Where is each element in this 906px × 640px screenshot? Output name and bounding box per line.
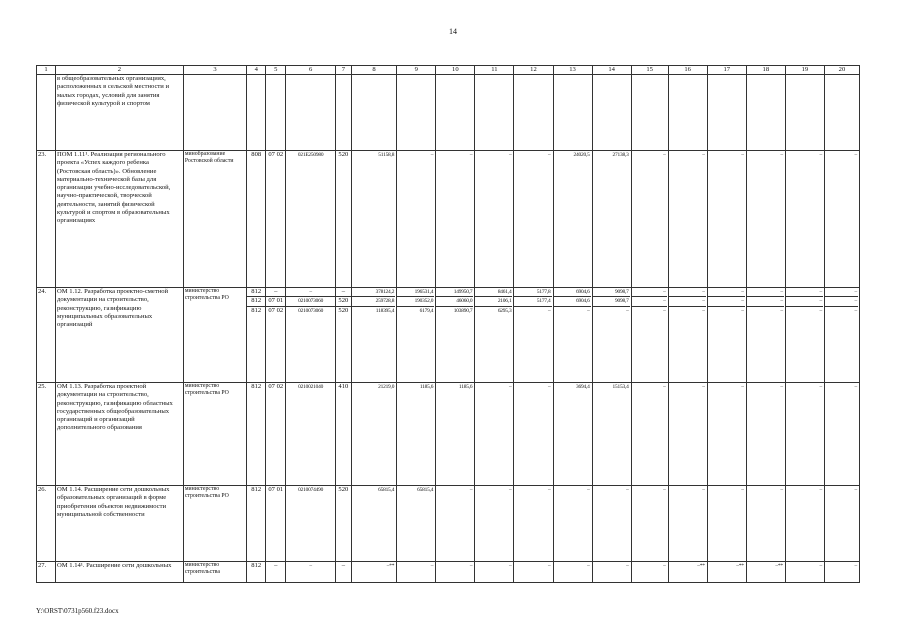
cell-value: 196531,4 [414,289,434,295]
cell-value: – [469,487,473,493]
cell-c16 [668,486,707,562]
cell-value: – [825,306,858,315]
cell-value: – [708,296,745,305]
cell-value [337,75,350,83]
cell-c5 [266,151,286,288]
cell-c4 [247,562,266,583]
cell-c15 [631,151,668,288]
cell-c20 [824,288,859,383]
cell-value: 812 [251,562,262,569]
cell-value: – [469,152,473,158]
cell-c20 [824,383,859,486]
cell-c12 [514,288,553,383]
cell-value: – [663,384,666,390]
cell-c6 [286,151,336,288]
cell-c13 [553,383,592,486]
row-description: ОМ 1.14¹. Расширение сети дошкольных [56,562,184,583]
cell-value: –** [736,563,744,569]
cell-value: – [702,152,705,158]
cell-value: 0210074490 [298,487,324,493]
cell-c18 [746,383,785,486]
cell-value: – [741,289,744,295]
cell-c7 [335,151,351,288]
column-header: 18 [746,66,785,75]
cell-value: 9098,7 [593,296,630,305]
cell-value: 520 [338,486,349,493]
header-row [37,66,860,75]
cell-value: – [309,563,312,569]
cell-value: – [741,487,744,493]
cell-value: – [854,384,857,390]
cell-value: – [554,306,591,315]
cell-c11 [475,562,514,583]
cell-c4 [247,151,266,288]
cell-value: – [741,384,744,390]
cell-value: 6179,4 [397,306,434,315]
cell-c13 [553,562,592,583]
cell-c14 [592,151,631,288]
column-header: 19 [785,66,824,75]
cell-c6 [286,288,336,383]
cell-value [633,75,666,83]
cell-value: 07 02 [268,383,284,390]
cell-value: – [548,152,551,158]
cell-value: 07 01 [268,486,284,493]
cell-c8 [351,288,396,383]
cell-c19 [785,383,824,486]
cell-value [748,75,783,83]
cell-value: 24020,5 [573,152,590,158]
cell-value [515,75,550,83]
column-header: 2 [56,66,184,75]
cell-c14 [592,486,631,562]
cell-c10 [436,383,475,486]
cell-c18 [746,288,785,383]
cell-value: 07 02 [268,151,284,158]
row-executor: министерство строительства РО [183,288,246,383]
cell-c6 [286,383,336,486]
cell-c11 [475,383,514,486]
cell-value: 15153,4 [612,384,629,390]
column-header: 12 [514,66,553,75]
cell-value: – [780,152,783,158]
cell-value: –** [386,563,395,569]
cell-c13 [553,75,592,151]
cell-value: 1185,6 [458,384,473,390]
cell-c16 [668,75,707,151]
cell-value [248,75,264,83]
cell-c9 [397,562,436,583]
cell-value [826,75,857,83]
cell-c15 [631,75,668,151]
cell-value: 410 [338,383,349,390]
cell-c15 [631,383,668,486]
cell-c12 [514,562,553,583]
column-header: 17 [707,66,746,75]
cell-value: – [786,306,823,315]
cell-value: 07 01 [266,296,285,305]
row-number: 23. [37,151,56,288]
cell-c13 [553,288,592,383]
cell-c18 [746,151,785,288]
row-description: в общеобразовательных организациях, расположенных в сельской местности и малых городах, условий для занятия физической культурой и спортом [56,75,184,151]
cell-c5 [266,288,286,383]
cell-value: – [702,289,705,295]
cell-value [670,75,705,83]
cell-c8 [351,151,396,288]
cell-value: – [587,563,590,569]
cell-c9 [397,288,436,383]
row-number [37,75,56,151]
cell-c17 [707,486,746,562]
cell-value: – [702,487,705,493]
table-row [37,562,860,583]
cell-value: – [274,562,278,569]
cell-c7 [335,288,351,383]
cell-value: – [663,152,666,158]
cell-value: – [508,384,512,390]
cell-value [287,75,334,83]
cell-c4 [247,383,266,486]
row-description: ОМ 1.12. Разработка проектно-сметной документации на строительство, реконструкцию, газификацию муниципальных образовательных организаций [56,288,184,383]
cell-value: 190352,0 [397,296,434,305]
column-header: 11 [475,66,514,75]
cell-value: 021E250980 [297,152,324,158]
cell-value: 378124,2 [375,289,395,295]
cell-c20 [824,75,859,151]
cell-value: 6904,6 [575,289,590,295]
cell-value: – [747,296,784,305]
cell-value: – [819,152,822,158]
cell-c5 [266,562,286,583]
column-header: 5 [266,66,286,75]
cell-c9 [397,383,436,486]
cell-value: 812 [251,486,262,493]
cell-c17 [707,288,746,383]
budget-table [36,65,860,583]
cell-value [267,75,284,83]
page-number: 14 [449,27,457,36]
cell-value: – [708,306,745,315]
cell-c12 [514,151,553,288]
cell-c5 [266,75,286,151]
cell-c11 [475,486,514,562]
cell-c14 [592,288,631,383]
cell-value: 0210073060 [286,306,335,315]
cell-c20 [824,486,859,562]
cell-value: 6904,6 [554,296,591,305]
cell-value: 808 [251,151,262,158]
cell-value: – [819,289,822,295]
cell-value [787,75,822,83]
cell-c15 [631,486,668,562]
cell-c19 [785,486,824,562]
cell-c16 [668,151,707,288]
column-header: 20 [824,66,859,75]
cell-value: 812 [247,306,265,315]
cell-value: – [548,487,551,493]
cell-value: – [819,384,822,390]
table-row [37,151,860,288]
cell-c4 [247,75,266,151]
cell-c17 [707,383,746,486]
cell-value: – [587,487,590,493]
row-number: 24. [37,288,56,383]
row-executor: министерство строительства РО [183,383,246,486]
cell-c10 [436,151,475,288]
cell-value: – [548,384,551,390]
cell-value [709,75,744,83]
cell-value: 0210073060 [286,296,335,305]
cell-c17 [707,75,746,151]
cell-c13 [553,486,592,562]
cell-c7 [335,486,351,562]
cell-value: – [663,563,666,569]
row-description: ОМ 1.14. Расширение сети дошкольных образовательных организаций в форме приобретения объектов недвижимости муниципальной собственности [56,486,184,562]
cell-value: –** [775,563,783,569]
cell-c10 [436,288,475,383]
column-header: 14 [592,66,631,75]
row-executor: минобразование Ростовской области [183,151,246,288]
cell-value: – [508,563,512,569]
cell-c18 [746,562,785,583]
cell-c14 [592,75,631,151]
cell-value: 520 [336,306,351,315]
cell-c8 [351,383,396,486]
cell-c17 [707,151,746,288]
cell-c4 [247,486,266,562]
cell-c9 [397,486,436,562]
row-executor: министерство строительства [183,562,246,583]
cell-value: 118395,4 [352,306,395,315]
cell-value: 9098,7 [615,289,629,295]
cell-value: – [632,306,667,315]
cell-c11 [475,75,514,151]
cell-value: – [786,296,823,305]
cell-c19 [785,151,824,288]
cell-c20 [824,562,859,583]
cell-value: – [626,563,629,569]
cell-value: – [747,306,784,315]
cell-value: 1185,6 [419,384,434,390]
cell-value: 51158,8 [378,152,395,158]
cell-c8 [351,562,396,583]
cell-value: 812 [251,288,262,295]
column-header: 4 [247,66,266,75]
table-row [37,75,860,151]
cell-value [594,75,629,83]
cell-value: – [854,152,857,158]
cell-c14 [592,383,631,486]
column-header: 13 [553,66,592,75]
cell-value: 27138,3 [612,152,629,158]
cell-value: – [341,288,345,295]
cell-value: – [548,563,551,569]
cell-c19 [785,75,824,151]
cell-c9 [397,75,436,151]
cell-value: 149950,7 [453,289,473,295]
cell-c7 [335,383,351,486]
row-executor [183,75,246,151]
cell-value: 65815,4 [378,487,395,493]
cell-c5 [266,486,286,562]
cell-value: – [508,152,512,158]
cell-value: –** [697,563,705,569]
cell-c14 [592,562,631,583]
cell-value: – [430,152,434,158]
cell-value: – [274,288,278,295]
column-header: 8 [351,66,396,75]
cell-c16 [668,288,707,383]
row-description: ПОМ 1.11¹. Реализация регионального проекта «Успех каждого ребенка (Ростовская область)». Обновление материально-технической базы для организации учебно-исследовательской, научно-практической, творческой деятельности, занятий физической культурой и спортом в образовательных организациях [56,151,184,288]
cell-c6 [286,562,336,583]
cell-c10 [436,486,475,562]
cell-value [437,75,472,83]
column-header: 6 [286,66,336,75]
cell-value: – [825,296,858,305]
cell-value [398,75,433,83]
table-row [37,383,860,486]
cell-c11 [475,151,514,288]
cell-value: – [854,487,857,493]
cell-value: – [663,487,666,493]
cell-value: 812 [251,383,262,390]
cell-value: 46060,0 [436,296,473,305]
cell-value: – [309,289,312,295]
row-number: 25. [37,383,56,486]
cell-c12 [514,486,553,562]
column-header: 10 [436,66,475,75]
cell-value [353,75,394,83]
cell-value [476,75,511,83]
column-header: 15 [631,66,668,75]
cell-value: – [469,563,473,569]
cell-c19 [785,562,824,583]
cell-value: – [702,384,705,390]
cell-c12 [514,75,553,151]
file-path: Y:\ORST\0731p560.f23.docx [36,607,119,615]
cell-value: 259728,8 [352,296,395,305]
row-executor: министерство строительства РО [183,486,246,562]
cell-value: 3694,4 [575,384,590,390]
column-header: 9 [397,66,436,75]
cell-c10 [436,75,475,151]
table-row [37,486,860,562]
row-number: 26. [37,486,56,562]
cell-value: 103890,7 [436,306,473,315]
cell-value: 0210021040 [298,384,324,390]
cell-c15 [631,288,668,383]
row-description: ОМ 1.13. Разработка проектной документации на строительство, реконструкцию, газификацию областных государственных общеобразовательных организаций и организаций дополнительного образования [56,383,184,486]
cell-value: 65815,4 [417,487,434,493]
cell-value: – [669,296,706,305]
cell-c20 [824,151,859,288]
cell-c15 [631,562,668,583]
cell-value: – [593,306,630,315]
cell-c8 [351,75,396,151]
cell-c18 [746,75,785,151]
cell-value: 520 [336,296,351,305]
table-row [37,288,860,383]
cell-value: – [780,487,783,493]
cell-c13 [553,151,592,288]
column-header: 16 [668,66,707,75]
cell-c17 [707,562,746,583]
column-header: 3 [183,66,246,75]
cell-value: – [854,563,857,569]
cell-value: 21219,0 [378,384,395,390]
column-header: 1 [37,66,56,75]
cell-c11 [475,288,514,383]
cell-c7 [335,562,351,583]
cell-value: – [430,563,434,569]
cell-value: – [341,562,345,569]
cell-value: – [626,487,629,493]
cell-c6 [286,75,336,151]
cell-c5 [266,383,286,486]
cell-value: – [819,563,822,569]
cell-value: – [854,289,857,295]
cell-c12 [514,383,553,486]
cell-value: 2106,1 [475,296,512,305]
row-number: 27. [37,562,56,583]
cell-c8 [351,486,396,562]
cell-value: 6295,3 [475,306,512,315]
cell-value: – [663,289,666,295]
cell-value [555,75,590,83]
cell-value: – [741,152,744,158]
cell-value: – [819,487,822,493]
cell-value: – [508,487,512,493]
cell-value: – [514,306,551,315]
cell-c19 [785,288,824,383]
cell-value: 5177,4 [514,296,551,305]
cell-value: – [669,306,706,315]
cell-value: – [780,289,783,295]
cell-c10 [436,562,475,583]
cell-value: 812 [247,296,265,305]
cell-c7 [335,75,351,151]
column-header: 7 [335,66,351,75]
cell-c16 [668,383,707,486]
cell-value: – [780,384,783,390]
cell-value: 07 02 [266,306,285,315]
cell-value: 8461,4 [497,289,512,295]
cell-value: – [632,296,667,305]
cell-value: 5177,8 [536,289,551,295]
cell-c16 [668,562,707,583]
cell-c4 [247,288,266,383]
cell-value: 520 [338,151,349,158]
cell-c9 [397,151,436,288]
cell-c18 [746,486,785,562]
cell-c6 [286,486,336,562]
